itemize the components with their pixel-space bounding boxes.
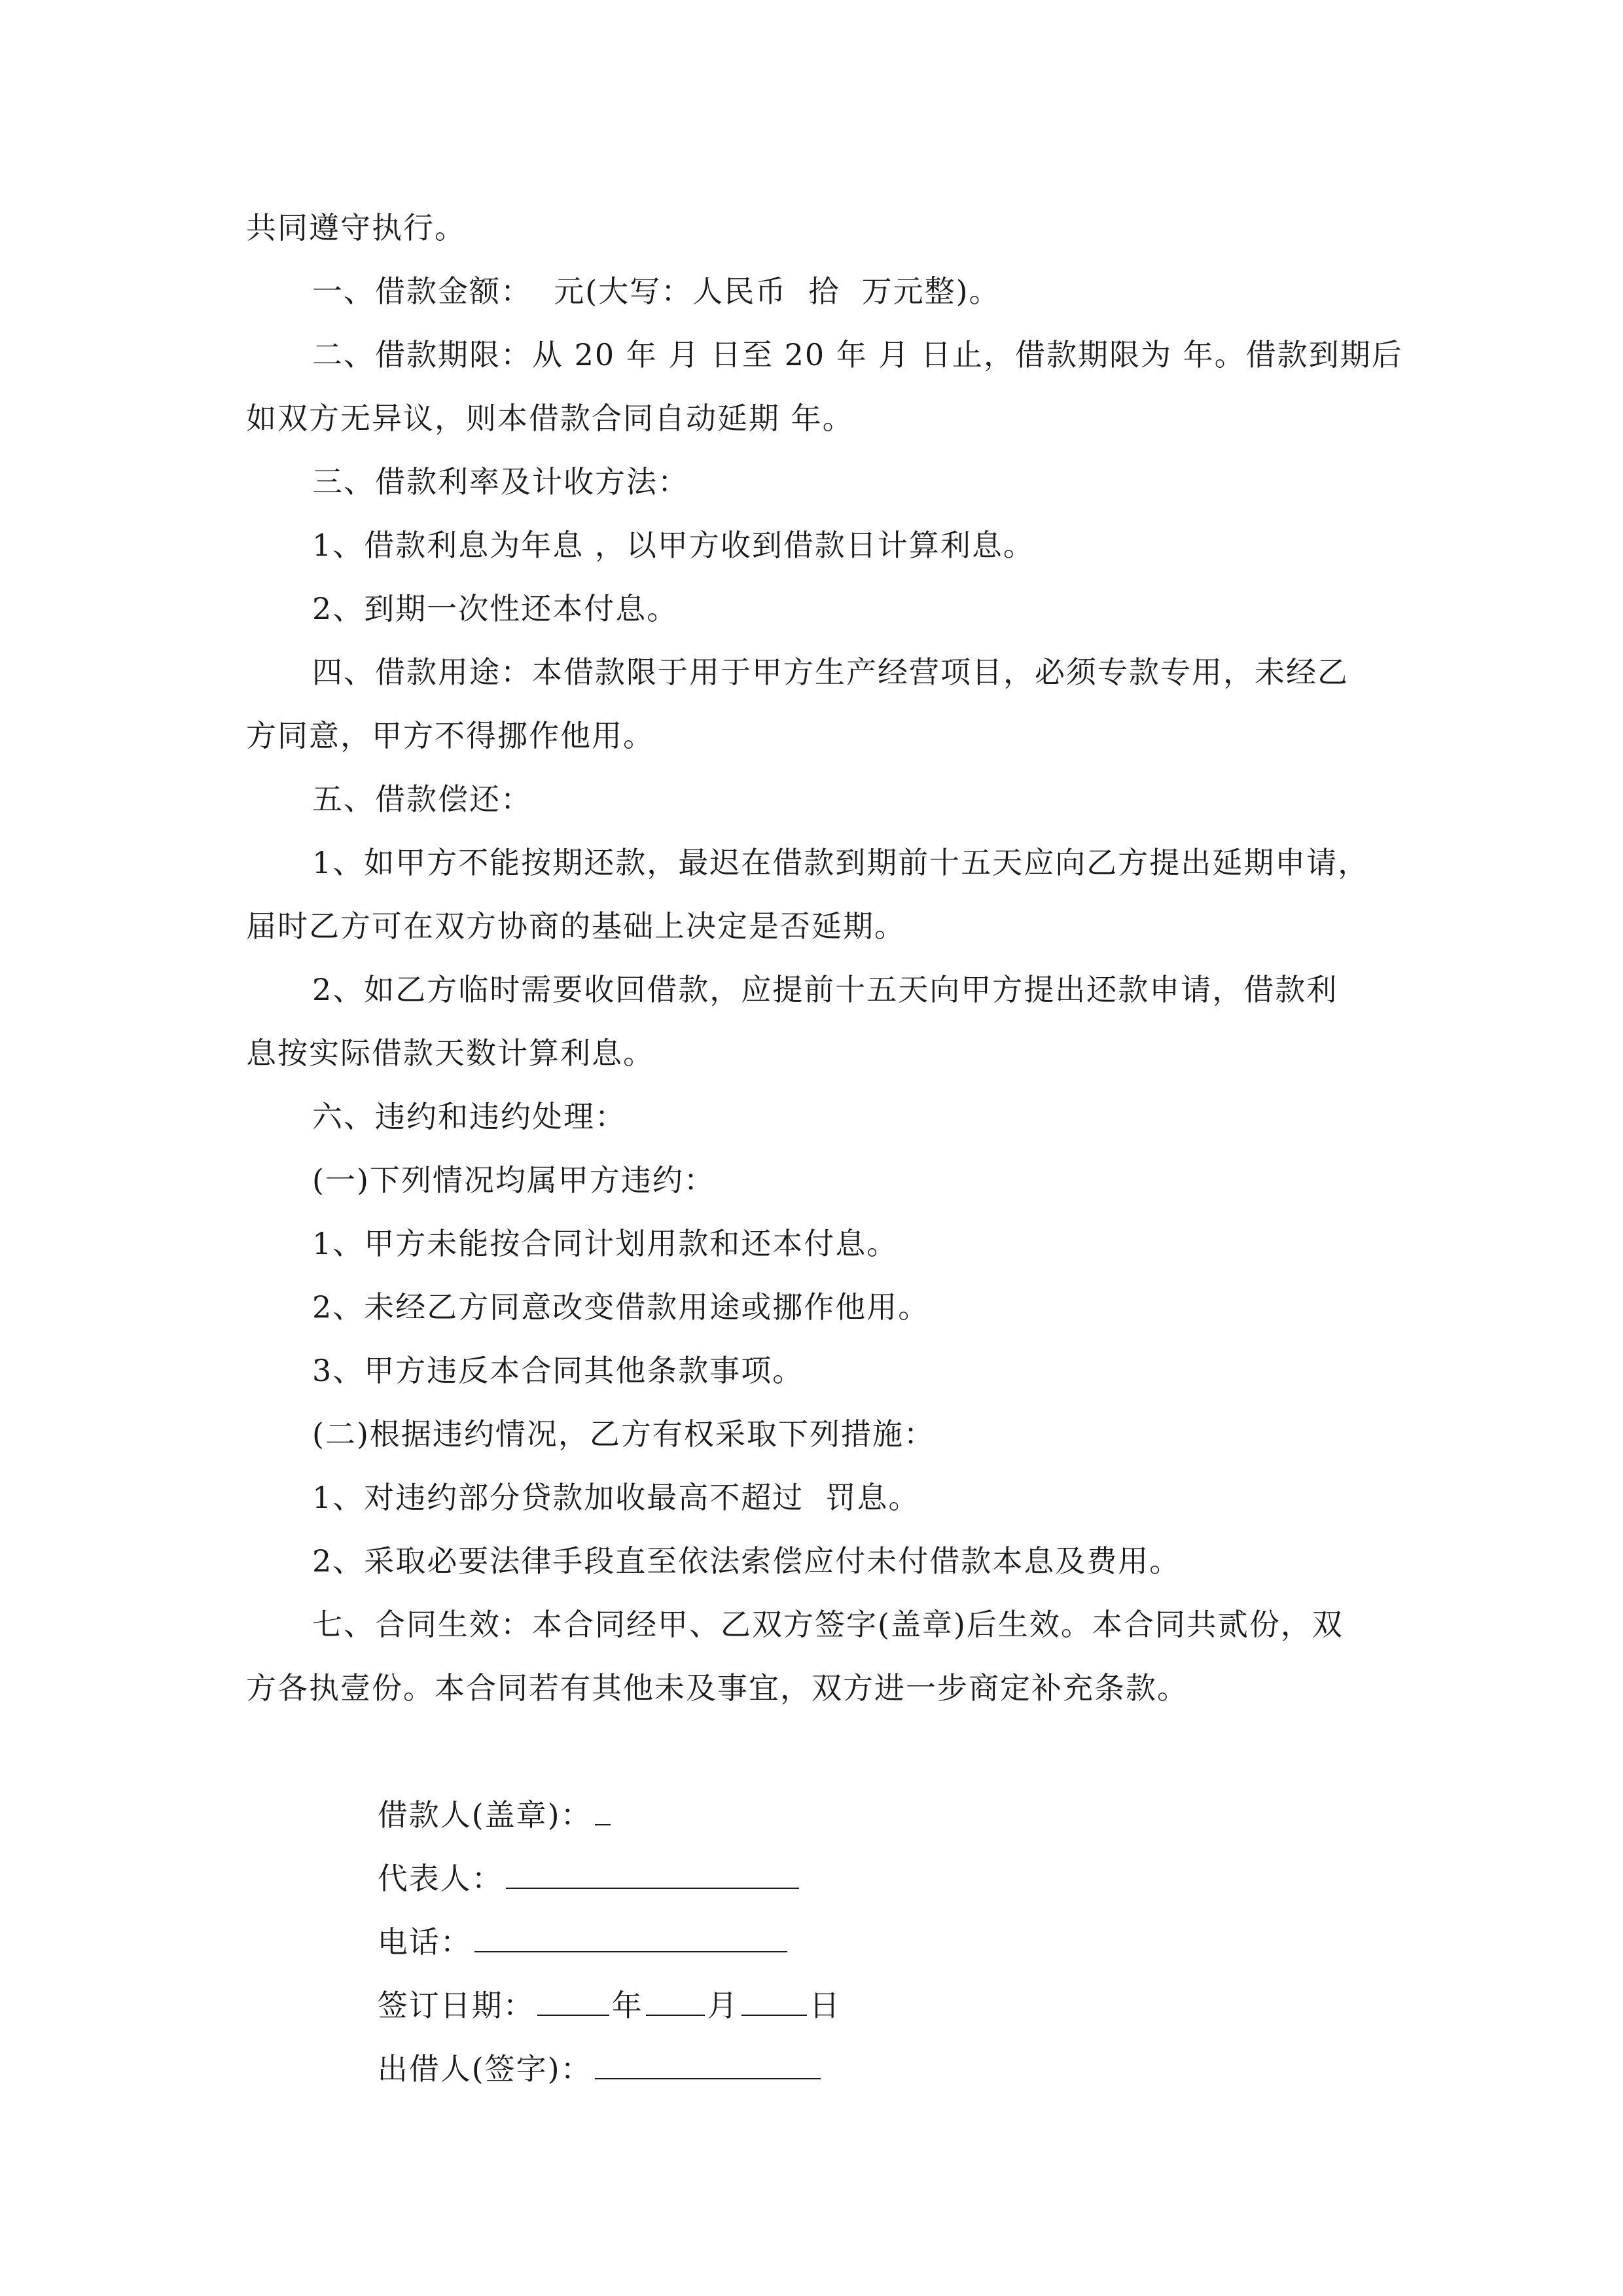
date-day-blank[interactable] xyxy=(741,1991,807,2016)
text-line: 1、如甲方不能按期还款，最迟在借款到期前十五天应向乙方提出延期申请， xyxy=(312,845,1370,880)
text-line: 届时乙方可在双方协商的基础上决定是否延期。 xyxy=(246,908,906,944)
text-line: 方各执壹份。本合同若有其他未及事宜，双方进一步商定补充条款。 xyxy=(246,1670,1188,1706)
date-month-blank[interactable] xyxy=(646,1991,705,2016)
text-line: 2、未经乙方同意改变借款用途或挪作他用。 xyxy=(312,1289,930,1325)
text-line: 1、借款利息为年息 ，以甲方收到借款日计算利息。 xyxy=(312,528,1035,563)
text-line: (一)下列情况均属甲方违约： xyxy=(312,1162,715,1198)
clause-breach-heading: 六、违约和违约处理： xyxy=(312,1099,626,1134)
date-label: 签订日期： xyxy=(377,1988,535,2023)
signature-borrower xyxy=(246,1720,1398,1833)
clause-repayment-heading: 五、借款偿还： xyxy=(312,781,532,817)
date-year-label: 年 xyxy=(611,1988,643,2023)
representative-blank[interactable] xyxy=(506,1864,799,1889)
date-month-label: 月 xyxy=(707,1988,739,2023)
lender-label: 出借人(签字)： xyxy=(377,2051,592,2087)
clause-effectiveness: 七、合同生效：本合同经甲、乙双方签字(盖章)后生效。本合同共贰份，双 xyxy=(312,1607,1344,1642)
clause-loan-purpose: 四、借款用途：本借款限于用于甲方生产经营项目，必须专款专用，未经乙 xyxy=(312,655,1349,690)
text-line: 1、对违约部分贷款加收最高不超过 罚息。 xyxy=(312,1480,920,1515)
lender-blank[interactable] xyxy=(595,2054,821,2079)
date-year-blank[interactable] xyxy=(537,1991,609,2016)
phone-label: 电话： xyxy=(377,1924,472,1960)
borrower-blank[interactable] xyxy=(595,1801,611,1825)
borrower-label: 借款人(盖章)： xyxy=(377,1797,592,1833)
representative-label: 代表人： xyxy=(377,1861,503,1896)
text-line: 如双方无异议，则本借款合同自动延期 年。 xyxy=(246,401,854,436)
clause-loan-term: 二、借款期限：从 20 年 月 日至 20 年 月 日止，借款期限为 年。借款到期后 xyxy=(312,337,1403,372)
clause-interest-heading: 三、借款利率及计收方法： xyxy=(312,464,689,499)
text-line: 1、甲方未能按合同计划用款和还本付息。 xyxy=(312,1226,899,1261)
text-line: 共同遵守执行。 xyxy=(246,210,466,245)
contract-body xyxy=(246,196,1403,2087)
text-line: 2、采取必要法律手段直至依法索偿应付未付借款本息及费用。 xyxy=(312,1543,1181,1579)
clause-loan-amount: 一、借款金额： 元(大写：人民币 拾 万元整)。 xyxy=(312,274,1001,309)
text-line: 方同意，甲方不得挪作他用。 xyxy=(246,718,654,753)
phone-blank[interactable] xyxy=(474,1928,787,1952)
text-line: 2、如乙方临时需要收回借款，应提前十五天向甲方提出还款申请，借款利 xyxy=(312,972,1338,1007)
text-line: (二)根据违约情况，乙方有权采取下列措施： xyxy=(312,1416,935,1452)
date-day-label: 日 xyxy=(809,1988,841,2023)
text-line: 息按实际借款天数计算利息。 xyxy=(246,1035,654,1071)
text-line: 3、甲方违反本合同其他条款事项。 xyxy=(312,1353,804,1388)
text-line: 2、到期一次性还本付息。 xyxy=(312,591,679,626)
